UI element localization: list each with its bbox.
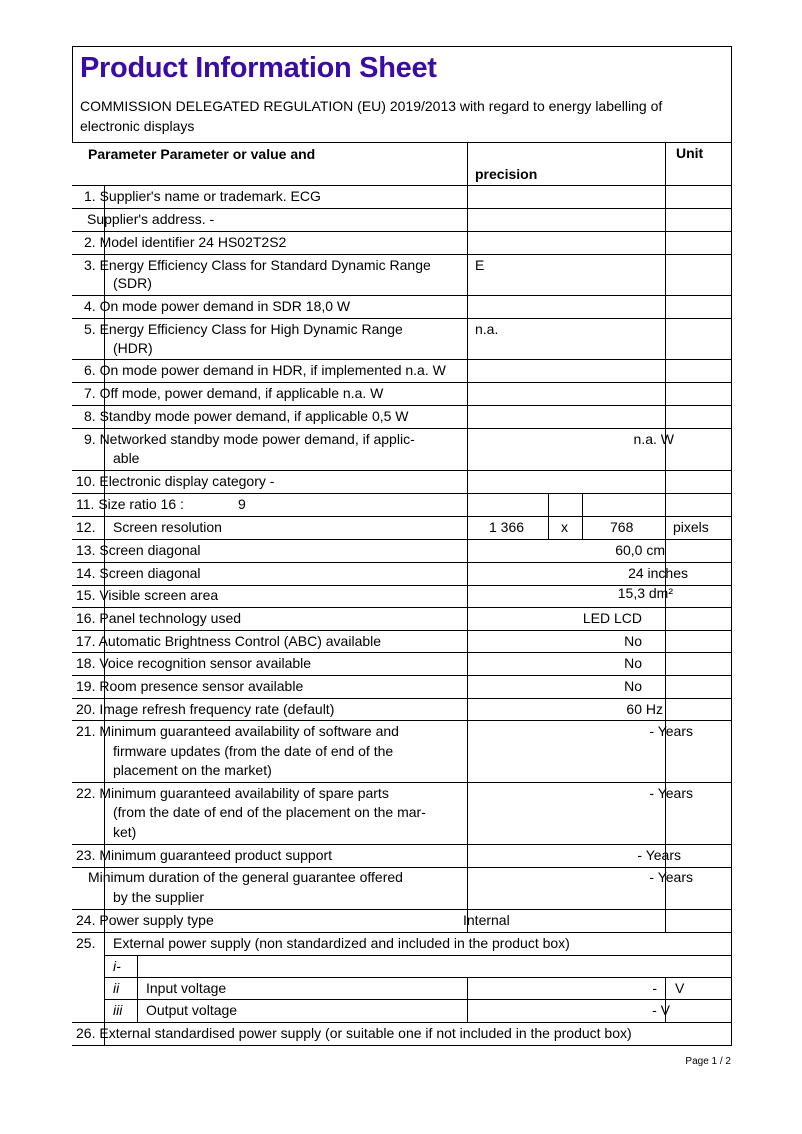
row-26: 26. External standardised power supply (or suitable one if not included in the product box) — [76, 1025, 632, 1041]
row-7: 7. Off mode, power demand, if applicable n.a. W — [84, 385, 384, 401]
page-title: Product Information Sheet — [80, 52, 437, 84]
row-13-value: 60,0 cm — [615, 542, 665, 558]
frame-right — [731, 46, 732, 1046]
row-8: 8. Standby mode power demand, if applicable 0,5 W — [84, 408, 409, 424]
row-22-cont: (from the date of end of the placement on the mar- — [113, 804, 426, 820]
row-15-value: 15,3 dm² — [617, 585, 673, 601]
row-12-vertical: 768 — [610, 519, 634, 535]
col-divider — [582, 493, 583, 539]
rule — [72, 493, 732, 494]
rule — [72, 142, 732, 143]
rule — [72, 359, 732, 360]
col-divider — [137, 955, 138, 1022]
row-14: 14. Screen diagonal — [76, 565, 201, 581]
row-23b: Minimum duration of the general guarantee offered — [88, 869, 403, 885]
row-22-cont2: ket) — [113, 824, 137, 840]
row-3: 3. Energy Efficiency Class for Standard Dynamic Range — [84, 257, 431, 273]
rule — [72, 185, 732, 186]
row-9-value: n.a. W — [633, 431, 674, 447]
rule — [72, 932, 732, 933]
row-22: 22. Minimum guaranteed availability of spare parts — [76, 785, 389, 801]
row-12-horizontal: 1 366 — [489, 519, 525, 535]
rule — [72, 382, 732, 383]
row-13: 13. Screen diagonal — [76, 542, 201, 558]
row-18-value: No — [624, 655, 642, 671]
row-17: 17. Automatic Brightness Control (ABC) available — [76, 633, 382, 649]
rule — [72, 909, 732, 910]
row-3-value: E — [475, 257, 485, 273]
row-3-cont: (SDR) — [113, 275, 152, 291]
row-22-value: - Years — [649, 785, 693, 801]
row-25-number: 25. — [76, 935, 96, 951]
row-25-ii: ii — [113, 980, 120, 996]
row-4: 4. On mode power demand in SDR 18,0 W — [84, 298, 351, 314]
row-12-label: Screen resolution — [113, 519, 222, 535]
row-14-value: 24 inches — [628, 565, 688, 581]
row-11: 11. Size ratio 16 : — [76, 496, 184, 512]
row-1b: Supplier's address. - — [87, 211, 215, 227]
row-2: 2. Model identifier 24 HS02T2S2 — [84, 234, 287, 250]
row-23-value: - Years — [637, 847, 681, 863]
row-24-value: Internal — [463, 912, 510, 928]
row-19: 19. Room presence sensor available — [76, 678, 304, 694]
col-divider — [665, 142, 666, 932]
rule — [104, 977, 732, 978]
row-1: 1. Supplier's name or trademark. ECG — [84, 188, 321, 204]
header-parameter: Parameter Parameter or value and — [88, 146, 316, 162]
row-9: 9. Networked standby mode power demand, if applic- — [84, 431, 415, 447]
col-divider — [467, 142, 468, 932]
rule — [72, 254, 732, 255]
row-20-value: 60 Hz — [626, 701, 663, 717]
rule — [72, 1045, 732, 1046]
rule — [72, 607, 732, 608]
rule — [72, 1022, 732, 1023]
row-12-times: x — [561, 519, 568, 535]
row-15: 15. Visible screen area — [76, 587, 219, 603]
row-16-value: LED LCD — [582, 610, 642, 626]
rule — [72, 208, 732, 209]
header-unit: Unit — [676, 145, 704, 161]
col-divider — [548, 493, 549, 539]
row-9-cont: able — [113, 450, 140, 466]
row-11-value: 9 — [238, 496, 246, 512]
row-5-cont: (HDR) — [113, 340, 153, 356]
rule — [72, 782, 732, 783]
rule — [72, 720, 732, 721]
row-10: 10. Electronic display category - — [76, 473, 275, 489]
row-5-value: n.a. — [475, 321, 499, 337]
row-25-iii: iii — [113, 1002, 123, 1018]
frame-top — [72, 46, 732, 47]
page-subtitle: COMMISSION DELEGATED REGULATION (EU) 2019/2013 with regard to energy labelling of electronic displays — [80, 98, 663, 134]
row-12-unit: pixels — [673, 519, 709, 535]
rule — [72, 295, 732, 296]
page-number: Page 1 / 2 — [685, 1056, 731, 1067]
row-21: 21. Minimum guaranteed availability of software and — [76, 723, 399, 739]
row-16: 16. Panel technology used — [76, 610, 242, 626]
row-25-iii-value: - V — [652, 1002, 670, 1018]
rule — [72, 428, 732, 429]
row-25-ii-value: - — [652, 980, 657, 996]
frame-left — [72, 46, 73, 142]
row-19-value: No — [624, 678, 642, 694]
header-precision: precision — [475, 166, 538, 182]
rule — [72, 675, 732, 676]
rule — [72, 470, 732, 471]
rule — [104, 955, 732, 956]
rule — [72, 630, 732, 631]
row-24: 24. Power supply type — [76, 912, 214, 928]
rule — [72, 562, 732, 563]
rule — [72, 516, 732, 517]
rule — [72, 405, 732, 406]
row-25-label: External power supply (non standardized and included in the product box) — [113, 935, 570, 951]
row-23b-cont: by the supplier — [113, 889, 205, 905]
row-21-value: - Years — [649, 723, 693, 739]
row-17-value: No — [624, 633, 642, 649]
row-5: 5. Energy Efficiency Class for High Dynamic Range — [84, 321, 403, 337]
row-23b-value: - Years — [649, 869, 693, 885]
row-21-cont2: placement on the market) — [113, 762, 272, 778]
row-25-i: i- — [113, 958, 121, 974]
row-6: 6. On mode power demand in HDR, if implemented n.a. W — [84, 362, 446, 378]
row-12-number: 12. — [76, 519, 96, 535]
rule — [72, 318, 732, 319]
row-18: 18. Voice recognition sensor available — [76, 655, 312, 671]
rule — [104, 999, 732, 1000]
col-divider — [467, 977, 468, 1022]
row-25-ii-unit: V — [675, 980, 685, 996]
row-25-ii-label: Input voltage — [146, 980, 227, 996]
rule — [72, 698, 732, 699]
rule — [72, 652, 732, 653]
row-21-cont: firmware updates (from the date of end of the — [113, 743, 394, 759]
row-20: 20. Image refresh frequency rate (default) — [76, 701, 335, 717]
rule — [72, 844, 732, 845]
row-23: 23. Minimum guaranteed product support — [76, 847, 333, 863]
rule — [72, 231, 732, 232]
rule — [72, 539, 732, 540]
row-25-iii-label: Output voltage — [146, 1002, 238, 1018]
